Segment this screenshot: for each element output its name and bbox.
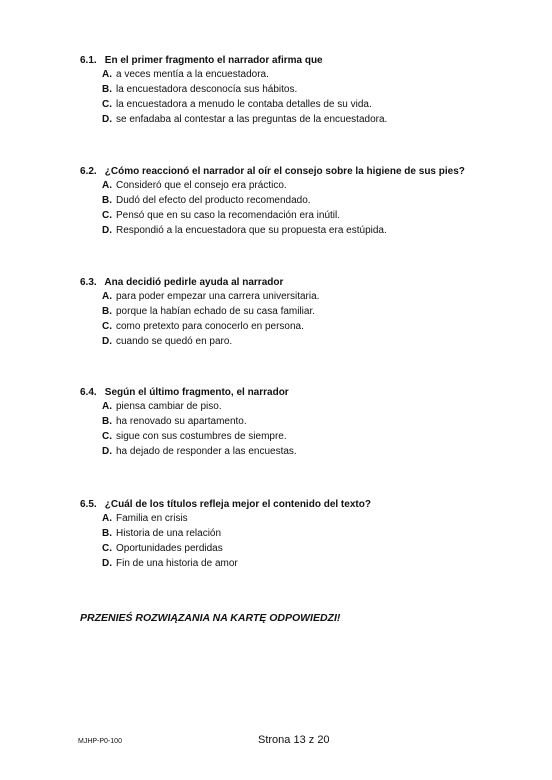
question-number: 6.1.: [80, 55, 97, 66]
page-number: Strona 13 z 20: [258, 734, 330, 746]
question-prompt: ¿Cuál de los títulos refleja mejor el contenido del texto?: [104, 499, 371, 510]
option-d: D. cuando se quedó en paro.: [102, 336, 233, 347]
question-text: [80, 498, 520, 511]
option-d: D. ha dejado de responder a las encuestas.: [102, 446, 297, 457]
option-c: C. como pretexto para conocerlo en persona.: [102, 321, 304, 332]
option-c: C. Pensó que en su caso la recomendación era inútil.: [102, 210, 341, 221]
exam-code: MJHP-P0-100: [78, 738, 122, 745]
option-c: C. sigue con sus costumbres de siempre.: [102, 431, 287, 442]
question-prompt: En el primer fragmento el narrador afirma que: [104, 55, 323, 66]
question-number: 6.2.: [80, 166, 97, 177]
option-c: C. la encuestadora a menudo le contaba detalles de su vida.: [102, 99, 372, 110]
question-number: 6.3.: [80, 277, 97, 288]
option-b: B. porque la habían echado de su casa familiar.: [102, 306, 316, 317]
question-prompt: ¿Cómo reaccionó el narrador al oír el consejo sobre la higiene de sus pies?: [104, 166, 465, 177]
option-a: A. a veces mentía a la encuestadora.: [102, 69, 269, 80]
question-6-4: [80, 386, 520, 459]
option-b: B. ha renovado su apartamento.: [102, 416, 247, 427]
option-d: D. Respondió a la encuestadora que su propuesta era estúpida.: [102, 225, 387, 236]
option-a: A. Consideró que el consejo era práctico.: [102, 180, 287, 191]
question-6-1: [80, 54, 520, 127]
option-b: B. la encuestadora desconocía sus hábitos.: [102, 84, 298, 95]
question-prompt: Ana decidió pedirle ayuda al narrador: [104, 277, 284, 288]
option-b: B. Historia de una relación: [102, 528, 222, 539]
question-text: [80, 54, 520, 67]
question-text: [80, 165, 520, 178]
option-d: D. Fin de una historia de amor: [102, 558, 238, 569]
question-6-5: [80, 498, 520, 571]
question-6-2: [80, 165, 520, 238]
option-d: D. se enfadaba al contestar a las preguntas de la encuestadora.: [102, 114, 388, 125]
question-prompt: Según el último fragmento, el narrador: [104, 387, 289, 398]
question-number: 6.5.: [80, 499, 97, 510]
option-a: A. piensa cambiar de piso.: [102, 401, 222, 412]
option-b: B. Dudó del efecto del producto recomendado.: [102, 195, 311, 206]
option-c: C. Oportunidades perdidas: [102, 543, 223, 554]
question-text: [80, 386, 520, 399]
transfer-answers-instruction: PRZENIEŚ ROZWIĄZANIA NA KARTĘ ODPOWIEDZI!: [80, 612, 341, 624]
option-a: A. para poder empezar una carrera universitaria.: [102, 291, 320, 302]
option-a: A. Familia en crisis: [102, 513, 188, 524]
question-6-3: [80, 276, 520, 349]
question-text: [80, 276, 520, 289]
question-number: 6.4.: [80, 387, 97, 398]
